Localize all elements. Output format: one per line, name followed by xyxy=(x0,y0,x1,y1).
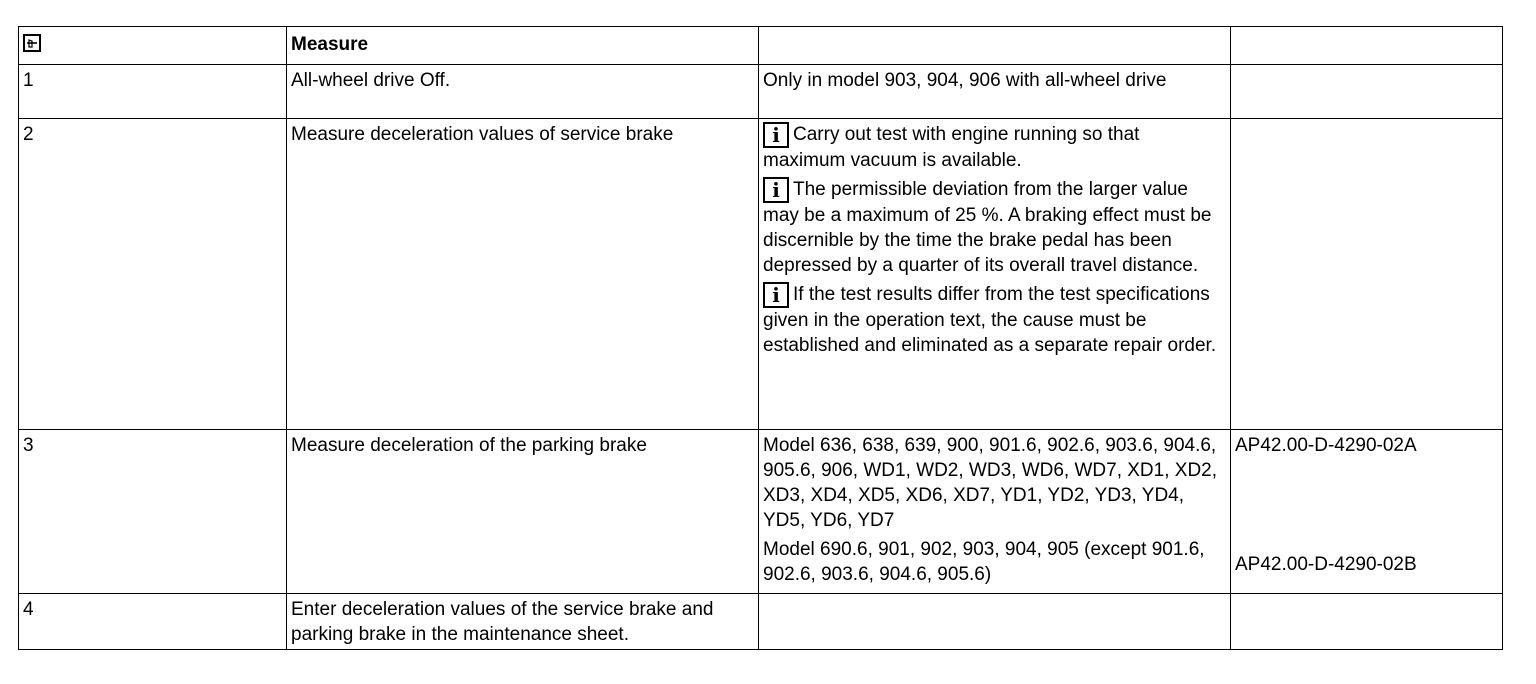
step-number: 3 xyxy=(19,430,287,594)
notes-cell xyxy=(759,430,1231,594)
info-icon: i xyxy=(763,282,789,308)
measure-text: All-wheel drive Off. xyxy=(287,65,759,119)
reference-cell xyxy=(1231,594,1503,650)
header-reference-cell xyxy=(1231,27,1503,65)
measure-text: Measure deceleration values of service brake xyxy=(287,119,759,430)
step-number: 2 xyxy=(19,119,287,430)
notes-cell xyxy=(759,594,1231,650)
info-note xyxy=(763,282,1226,358)
header-notes-cell xyxy=(759,27,1231,65)
header-step-cell xyxy=(19,27,287,65)
reference-cell xyxy=(1231,430,1503,594)
info-note xyxy=(763,122,1226,173)
header-measure-cell: Measure xyxy=(287,27,759,65)
note-text: Only in model 903, 904, 906 with all-wheel drive xyxy=(763,70,1167,91)
info-note-text: The permissible deviation from the larger value may be a maximum of 25 %. A braking effect must be discernible by the time the brake pedal has been depressed by a quarter of its overall travel distance. xyxy=(763,179,1212,276)
info-icon: i xyxy=(763,177,789,203)
model-applicability-note: Model 690.6, 901, 902, 903, 904, 905 (except 901.6, 902.6, 903.6, 904.6, 905.6) xyxy=(763,539,1205,585)
info-note-text: Carry out test with engine running so that maximum vacuum is available. xyxy=(763,124,1140,171)
step-number: 1 xyxy=(19,65,287,119)
table-header-row xyxy=(19,27,1503,65)
info-icon: i xyxy=(763,122,789,148)
hand-pointer-icon xyxy=(23,34,41,52)
reference-cell xyxy=(1231,65,1503,119)
info-note-text: If the test results differ from the test specifications given in the operation text, the cause must be established and eliminated as a separate repair order. xyxy=(763,284,1217,356)
table-row xyxy=(19,119,1503,430)
info-note xyxy=(763,177,1226,278)
measure-text: Enter deceleration values of the service brake and parking brake in the maintenance sheet. xyxy=(287,594,759,650)
model-applicability-note: Model 636, 638, 639, 900, 901.6, 902.6, 903.6, 904.6, 905.6, 906, WD1, WD2, WD3, WD6, WD7, XD1, XD2, XD3, XD4, XD5, XD6, XD7, YD1, YD2, YD3, YD4, YD5, YD6, YD7 xyxy=(763,435,1218,531)
table-row xyxy=(19,430,1503,594)
reference-link[interactable]: AP42.00-D-4290-02A xyxy=(1235,435,1417,456)
notes-cell xyxy=(759,119,1231,430)
notes-cell xyxy=(759,65,1231,119)
table-row xyxy=(19,594,1503,650)
step-number: 4 xyxy=(19,594,287,650)
reference-cell xyxy=(1231,119,1503,430)
procedure-table xyxy=(18,26,1503,650)
reference-link[interactable]: AP42.00-D-4290-02B xyxy=(1235,554,1417,575)
measure-text: Measure deceleration of the parking brake xyxy=(287,430,759,594)
table-row xyxy=(19,65,1503,119)
